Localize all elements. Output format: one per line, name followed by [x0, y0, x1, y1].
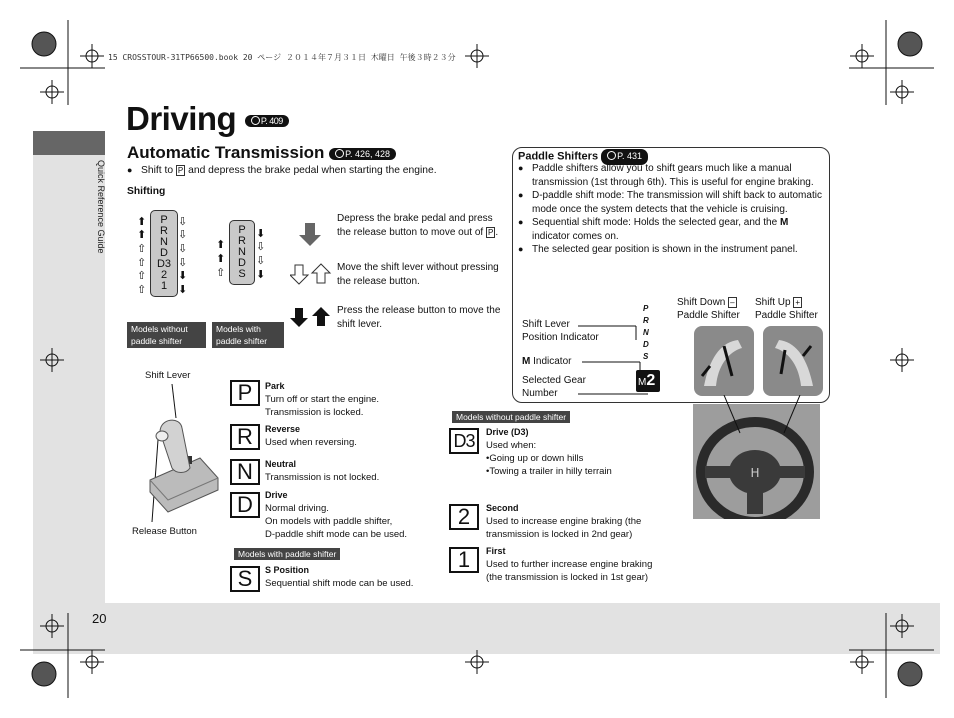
gear-d3-desc: Drive (D3) Used when: •Going up or down hills •Towing a trailer in hilly terrain	[486, 427, 612, 477]
ref-icon	[251, 116, 260, 125]
legend-1: Depress the brake pedal and press the release button to move out of P .	[337, 213, 499, 238]
svg-text:⬆: ⬆	[216, 238, 226, 251]
svg-text:⬇: ⬇	[256, 268, 266, 281]
svg-text:⇩: ⇩	[178, 228, 188, 241]
svg-text:⇧: ⇧	[137, 256, 147, 269]
svg-text:⇧: ⇧	[216, 266, 226, 279]
key-p: P	[487, 227, 494, 237]
title-ref-badge[interactable]: P. 409	[245, 115, 289, 127]
svg-text:⬇: ⬇	[256, 227, 266, 240]
legend-2: Move the shift lever without pressing the release button.	[337, 262, 499, 287]
svg-text:⇩: ⇩	[178, 242, 188, 255]
legend-arrows	[290, 220, 335, 335]
gear-r-icon: R	[230, 424, 260, 450]
ref-icon	[607, 151, 616, 160]
indicator-letters: P R N D S	[643, 304, 649, 361]
tag-with-paddle: Models with paddle shifter	[212, 322, 284, 348]
paddle-ref-badge[interactable]: P. 431	[601, 149, 648, 165]
svg-text:⇩: ⇩	[178, 215, 188, 228]
gear-p-icon: P	[230, 380, 260, 406]
lever-diagram-b: P R N D S	[229, 220, 255, 285]
tag-without-paddle: Models without paddle shifter	[127, 322, 206, 348]
minus-key: –	[730, 298, 735, 307]
side-label: Quick Reference Guide	[96, 160, 106, 254]
shift-up-photo	[763, 326, 823, 396]
paddle-bullets	[518, 162, 823, 257]
svg-text:⇧: ⇧	[137, 242, 147, 255]
shifting-heading: Shifting	[127, 186, 166, 197]
gear-1-desc: First Used to further increase engine braking (the transmission is locked in 1st gear)	[486, 546, 653, 583]
gear-d3-icon: D3	[449, 428, 479, 454]
page-title: Driving P. 409	[126, 100, 289, 138]
svg-text:⇧: ⇧	[137, 269, 147, 282]
page-number: 20	[92, 611, 107, 626]
gear-2-desc: Second Used to increase engine braking (the transmission is locked in 2nd gear)	[486, 503, 642, 540]
photo-leaders	[720, 395, 810, 435]
key-p: P	[177, 166, 184, 175]
paddle-bullet-2: ● D-paddle shift mode: The transmission will shift back to automatic mode once the system detects that the vehicle is cruising.	[518, 189, 823, 216]
paddle-bullet-1: ● Paddle shifters allow you to shift gears much like a manual transmission (1st through 6th). This is useful for engine braking.	[518, 162, 823, 189]
gear-2-icon: 2	[449, 504, 479, 530]
svg-text:⬆: ⬆	[216, 252, 226, 265]
svg-text:⬆: ⬆	[137, 228, 147, 241]
gear-d-desc: Drive Normal driving. On models with paddle shifter, D-paddle shift mode can be used.	[265, 490, 408, 540]
gear-d-icon: D	[230, 492, 260, 518]
shift-down-photo	[694, 326, 754, 396]
section-ref-badge[interactable]: P. 426, 428	[329, 148, 396, 160]
svg-text:H: H	[750, 466, 760, 480]
gear-display: M2	[636, 370, 660, 392]
shifter-illustration	[130, 380, 230, 530]
gear-p-desc: Park Turn off or start the engine. Transmission is locked.	[265, 381, 380, 418]
ref-icon	[335, 149, 344, 158]
paddle-bullet-3: ● Sequential shift mode: Holds the selected gear, and the M indicator comes on.	[518, 216, 823, 243]
legend-3: Press the release button to move the shift lever.	[337, 305, 501, 330]
shift-down-label: Shift Down – Paddle Shifter	[677, 297, 740, 321]
svg-text:⇧: ⇧	[137, 283, 147, 296]
shift-lever-label: Shift Lever	[145, 370, 191, 381]
gear-n-icon: N	[230, 459, 260, 485]
tag-with-paddle-s: Models with paddle shifter	[234, 548, 340, 560]
svg-text:⬆: ⬆	[137, 215, 147, 228]
file-header: 15 CROSSTOUR-31TP66500.book 20 ページ ２０１４年７月３１日 木曜日 午後３時２３分	[108, 53, 456, 62]
gear-s-desc: S Position Sequential shift mode can be used.	[265, 565, 414, 589]
lever-a-arrows	[135, 214, 195, 314]
svg-text:⇩: ⇩	[256, 254, 266, 267]
selected-gear-label: Selected Gear Number	[522, 375, 586, 399]
tag-without-paddle-d3: Models without paddle shifter	[452, 411, 570, 423]
plus-key: +	[795, 298, 801, 307]
svg-text:⬇: ⬇	[178, 283, 188, 296]
m-indicator-label: M Indicator	[522, 356, 572, 367]
gear-s-icon: S	[230, 566, 260, 592]
shift-lever-pos-label: Shift Lever Position Indicator	[522, 319, 599, 343]
section-title: Automatic Transmission P. 426, 428	[127, 143, 396, 163]
svg-text:⬇: ⬇	[178, 269, 188, 282]
release-button-label: Release Button	[132, 526, 197, 537]
shift-up-label: Shift Up + Paddle Shifter	[755, 297, 818, 321]
gear-r-desc: Reverse Used when reversing.	[265, 424, 357, 448]
gear-n-desc: Neutral Transmission is not locked.	[265, 459, 380, 483]
lever-b-arrows	[214, 226, 274, 306]
svg-text:⇩: ⇩	[178, 256, 188, 269]
intro-text: ● Shift to P and depress the brake pedal when starting the engine.	[127, 164, 507, 178]
gear-1-icon: 1	[449, 547, 479, 573]
paddle-heading: Paddle Shifters P. 431	[518, 149, 648, 165]
lever-diagram-a: P R N D D3 2 1	[150, 210, 178, 297]
svg-text:⇩: ⇩	[256, 240, 266, 253]
paddle-bullet-4: ● The selected gear position is shown in the instrument panel.	[518, 243, 823, 257]
